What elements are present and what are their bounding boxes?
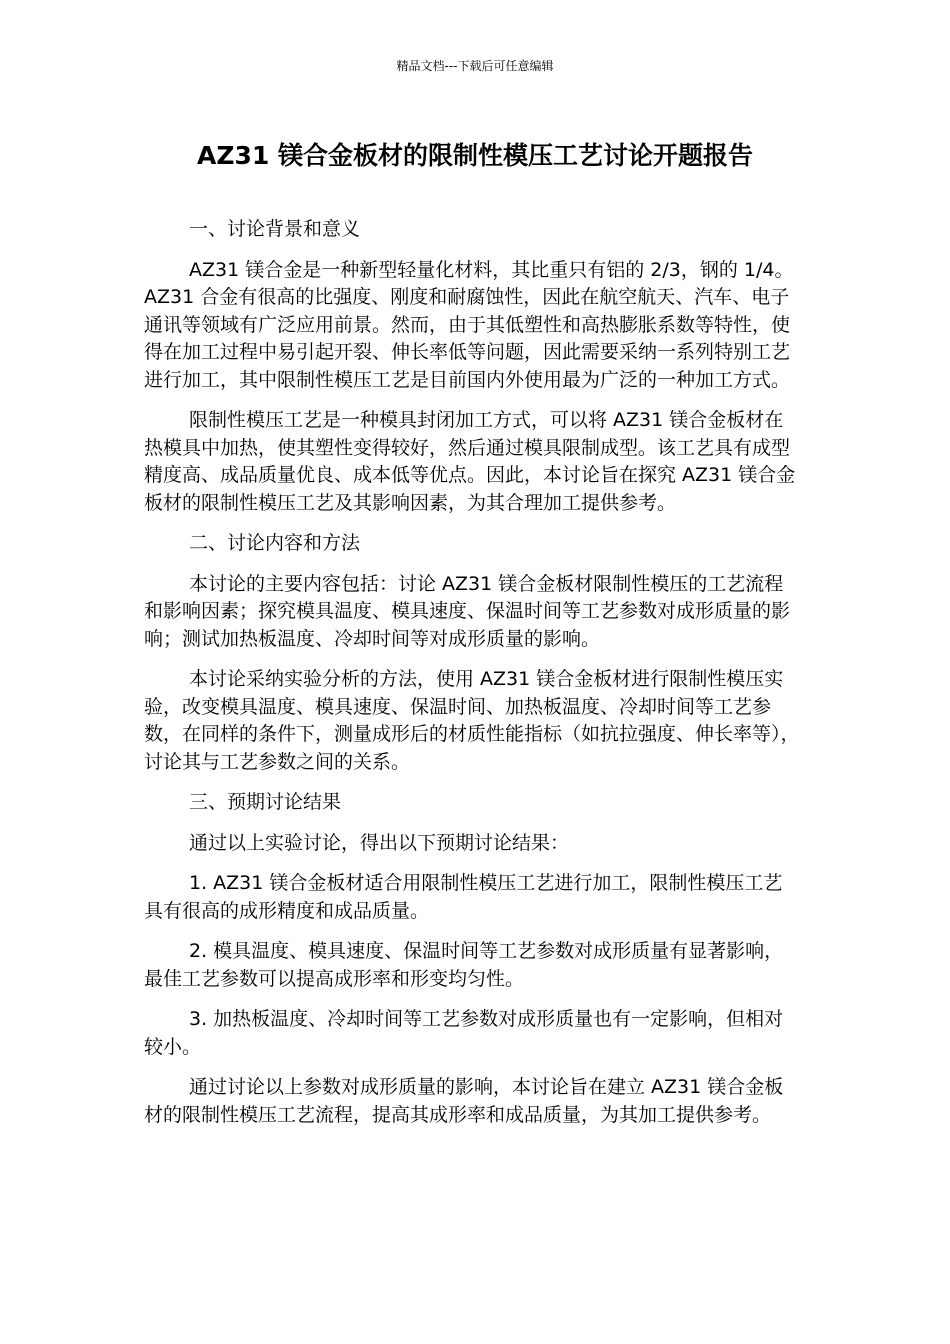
body-paragraph: 限制性模压工艺是一种模具封闭加工方式，可以将 AZ31 镁合金板材在热模具中加热，使其塑性变得较好，然后通过模具限制成型。该工艺具有成型精度高、成品质量优良、成本低等优点。因此，本讨论旨在探究 AZ31 镁合金板材的限制性模压工艺及其影响因素，为其合理加工提供参考。 — [144, 409, 796, 514]
body-paragraph: 本讨论的主要内容包括：讨论 AZ31 镁合金板材限制性模压的工艺流程和影响因素；探究模具温度、模具速度、保温时间等工艺参数对成形质量的影响；测试加热板温度、冷却时间等对成形质量的影响。 — [144, 572, 791, 650]
body-paragraph: 通过讨论以上参数对成形质量的影响，本讨论旨在建立 AZ31 镁合金板材的限制性模压工艺流程，提高其成形率和成品质量，为其加工提供参考。 — [144, 1076, 784, 1126]
document-body — [144, 216, 800, 1142]
section-content-methods — [144, 530, 800, 776]
document-title: AZ31 镁合金板材的限制性模压工艺讨论开题报告 — [197, 141, 753, 170]
body-paragraph: 本讨论采纳实验分析的方法，使用 AZ31 镁合金板材进行限制性模压实验，改变模具温度、模具速度、保温时间、加热板温度、冷却时间等工艺参数，在同样的条件下，测量成形后的材质性能指标（如抗拉强度、伸长率等），讨论其与工艺参数之间的关系。 — [144, 668, 800, 773]
section-background — [144, 216, 800, 517]
section-heading: 二、讨论内容和方法 — [189, 532, 361, 554]
body-paragraph: 通过以上实验讨论，得出以下预期讨论结果： — [189, 831, 570, 854]
header-note: 精品文档---下载后可任意编辑 — [396, 59, 554, 73]
section-heading: 三、预期讨论结果 — [189, 791, 342, 813]
body-paragraph: AZ31 镁合金是一种新型轻量化材料，其比重只有铝的 2/3，钢的 1/4。AZ31 合金有很高的比强度、刚度和耐腐蚀性，因此在航空航天、汽车、电子通讯等领域有广泛应用前景。然而，由于其低塑性和高热膨胀系数等特性，使得在加工过程中易引起开裂、伸长率低等问题，因此需要采纳一系列特别工艺进行加工，其中限制性模压工艺是目前国内外使用最为广泛的一种加工方式。 — [144, 258, 794, 391]
section-heading: 一、讨论背景和意义 — [189, 218, 361, 240]
list-item: 2. 模具温度、模具速度、保温时间等工艺参数对成形质量有显著影响，最佳工艺参数可以提高成形率和形变均匀性。 — [144, 940, 784, 990]
section-expected-results — [144, 789, 800, 1129]
list-item: 3. 加热板温度、冷却时间等工艺参数对成形质量也有一定影响，但相对较小。 — [144, 1008, 784, 1058]
list-item: 1. AZ31 镁合金板材适合用限制性模压工艺进行加工，限制性模压工艺具有很高的成形精度和成品质量。 — [144, 872, 783, 922]
